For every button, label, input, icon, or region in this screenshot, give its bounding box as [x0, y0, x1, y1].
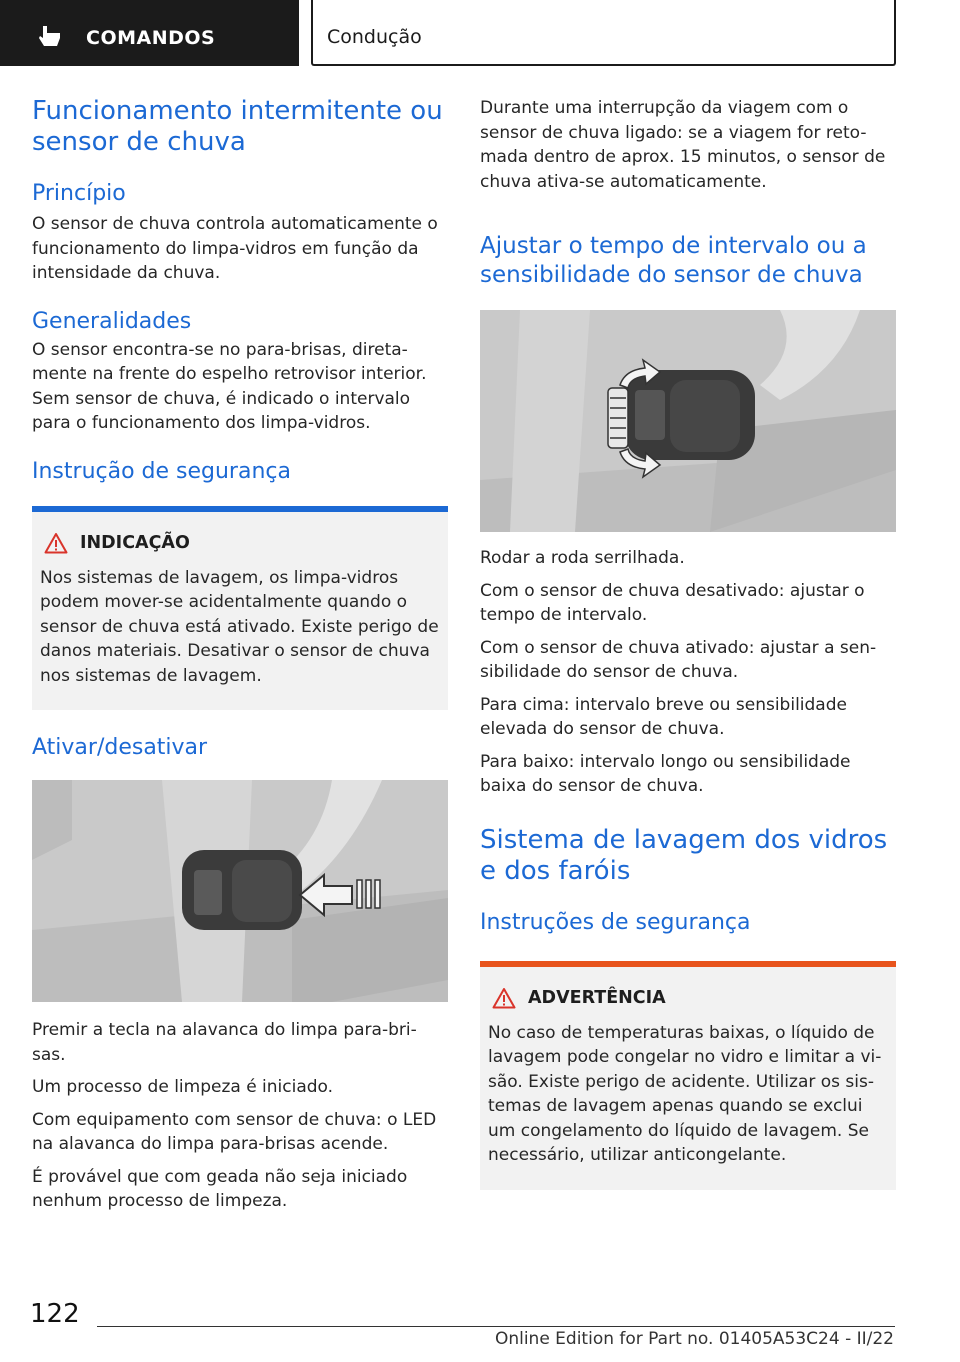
- chapter-label: COMANDOS: [86, 27, 216, 49]
- toggle-heading: Ativar/desativar: [32, 735, 208, 760]
- washer-safety-heading: Instruções de segurança: [480, 909, 751, 935]
- right-paragraph: Com o sensor de chuva desativado: ajustar o tempo de intervalo.: [480, 580, 865, 625]
- left-paragraph: Com equipamento com sensor de chuva: o LED na alavanca do limpa para-brisas acende.: [32, 1109, 437, 1154]
- right-paragraph: Rodar a roda serrilhada.: [480, 548, 685, 568]
- general-heading: Generalidades: [32, 308, 192, 334]
- left-column: [32, 96, 448, 1214]
- warning-box: [480, 961, 896, 1190]
- notice-text: Nos sistemas de lavagem, os limpa-vidros podem mover-se acidentalmente quando o sensor de chuva está ativado. Existe perigo de danos materiais. Desativar o sensor de chuva nos sistemas de lavagem.: [40, 567, 439, 686]
- notice-title-row: [44, 532, 440, 554]
- right-paragraph: Para baixo: intervalo longo ou sensibilidade baixa do sensor de chuva.: [480, 751, 851, 796]
- hand-pointer-icon: [38, 24, 64, 50]
- left-paragraph: É provável que com geada não seja iniciado nenhum processo de limpeza.: [32, 1166, 408, 1211]
- washer-heading: Sistema de lavagem dos vidros e dos faróis: [480, 824, 888, 886]
- left-paragraph: Premir a tecla na alavanca do limpa para-bri-sas.: [32, 1020, 417, 1065]
- intro-text: Durante uma interrupção da viagem com o sensor de chuva ligado: se a viagem for reto-mada dentro de aprox. 15 minutos, o sensor de chuva ativa-se automaticamente.: [480, 98, 886, 192]
- principle-heading: Princípio: [32, 181, 126, 206]
- warning-triangle-icon: [44, 532, 68, 554]
- wiper-lever-photo: [32, 780, 448, 1002]
- left-paragraph: Um processo de limpeza é iniciado.: [32, 1077, 334, 1097]
- chapter-tab: [0, 0, 299, 66]
- section-tab: [311, 0, 896, 66]
- edition-label: Online Edition for Part no. 01405A53C24 - II/22: [494, 1329, 894, 1349]
- page-header: [0, 0, 960, 66]
- right-paragraph: Para cima: intervalo breve ou sensibilidade elevada do sensor de chuva.: [480, 694, 847, 739]
- knurled-wheel-photo: [480, 310, 896, 532]
- right-column: [480, 96, 896, 1190]
- section-label: Condução: [327, 26, 422, 48]
- rain-sensor-title: Funcionamento intermitente ou sensor de chuva: [32, 96, 443, 157]
- warning-title-row: [492, 987, 888, 1009]
- warning-text: No caso de temperaturas baixas, o líquido de lavagem pode congelar no vidro e limitar a vi-são. Existe perigo de acidente. Utilizar os sis-temas de lavagem apenas quando se exclui um congelamento do líquido de lavagem. Se necessário, utilizar anticongelante.: [488, 1022, 882, 1165]
- general-text: O sensor encontra-se no para-brisas, direta-mente na frente do espelho retrovisor interior. Sem sensor de chuva, é indicado o intervalo para o funcionamento dos limpa-vidros.: [32, 339, 427, 433]
- safety-heading: Instrução de segurança: [32, 458, 291, 484]
- notice-title: INDICAÇÃO: [80, 532, 190, 553]
- right-paragraph: Com o sensor de chuva ativado: ajustar a sen-sibilidade do sensor de chuva.: [480, 637, 877, 682]
- warning-triangle-icon: [492, 987, 516, 1009]
- warning-title: ADVERTÊNCIA: [528, 987, 666, 1008]
- page-number: 122: [30, 1299, 80, 1329]
- notice-box: [32, 506, 448, 711]
- adjust-heading: Ajustar o tempo de intervalo ou a sensibilidade do sensor de chuva: [480, 233, 867, 288]
- footer-divider: [97, 1326, 895, 1327]
- principle-text: O sensor de chuva controla automaticamente o funcionamento do limpa-vidros em função da intensidade da chuva.: [32, 214, 438, 283]
